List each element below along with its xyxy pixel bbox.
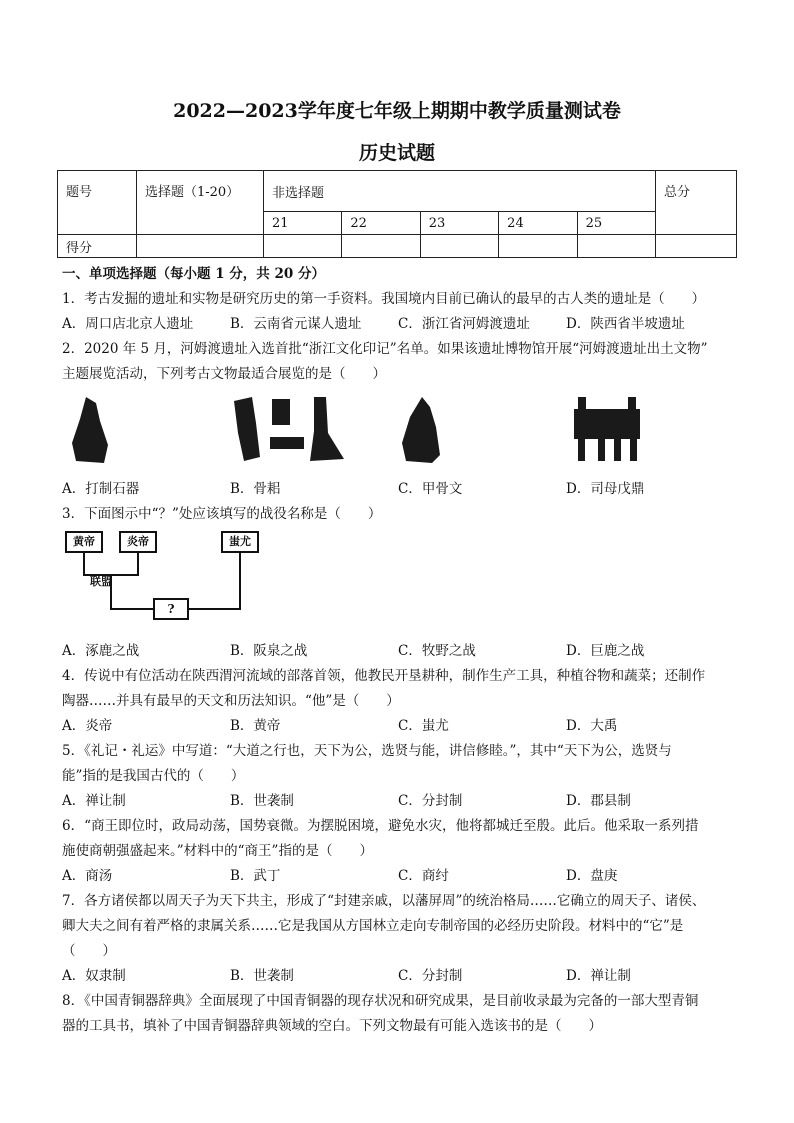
option-a[interactable]: A．禅让制 xyxy=(62,793,126,809)
question-6-options xyxy=(62,864,742,889)
question-5-options xyxy=(62,789,742,814)
score-table xyxy=(57,170,737,258)
score-23[interactable] xyxy=(420,235,498,258)
battle-diagram xyxy=(62,527,742,639)
cell-nonchoice: 非选择题 xyxy=(264,171,656,212)
question-2-images xyxy=(62,387,742,477)
option-b[interactable]: B．骨耜 xyxy=(230,481,281,497)
option-b[interactable]: B．黄帝 xyxy=(230,718,281,734)
question-3-text: 3．下面图示中“？”处应该填写的战役名称是（ ） xyxy=(62,506,382,522)
option-b[interactable]: B．阪泉之战 xyxy=(230,643,308,659)
diagram-lianmeng: 联盟 xyxy=(90,575,112,588)
bone-tool-image xyxy=(230,393,348,465)
option-c[interactable]: C．甲骨文 xyxy=(398,481,463,497)
option-d[interactable]: D．巨鹿之战 xyxy=(566,643,645,659)
question-7-line3: （ ） xyxy=(62,943,116,959)
question-7-options xyxy=(62,964,742,989)
questions xyxy=(62,262,742,1039)
option-c[interactable]: C．商纣 xyxy=(398,868,449,884)
question-4-options xyxy=(62,714,742,739)
question-7-line1: 7．各方诸侯都以周天子为天下共主，形成了“封建亲戚，以藩屏周”的统治格局……它确立的周天子、诸侯、 xyxy=(62,893,706,909)
question-5-line2: 能”指的是我国古代的（ ） xyxy=(62,768,245,784)
option-a[interactable]: A．炎帝 xyxy=(62,718,113,734)
option-b[interactable]: B．云南省元谋人遗址 xyxy=(230,316,362,332)
option-a[interactable]: A．奴隶制 xyxy=(62,968,126,984)
option-c[interactable]: C．牧野之战 xyxy=(398,643,476,659)
exam-title: 2022—2023学年度七年级上期期中教学质量测试卷 xyxy=(173,100,621,122)
cell-choice: 选择题（1-20） xyxy=(137,171,264,235)
question-2-line1: 2．2020 年 5 月，河姆渡遗址入选首批“浙江文化印记”名单。如果该遗址博物馆开展“河姆渡遗址出土文物” xyxy=(62,341,708,357)
score-25[interactable] xyxy=(577,235,655,258)
cell-num-22: 22 xyxy=(342,212,420,235)
option-a[interactable]: A．涿鹿之战 xyxy=(62,643,140,659)
section-heading: 一、单项选择题（每小题 1 分，共 20 分） xyxy=(62,266,325,282)
diagram-chiyou: 蚩尤 xyxy=(229,535,251,548)
question-2-line2: 主题展览活动，下列考古文物最适合展览的是（ ） xyxy=(62,366,386,382)
question-1-text: 1．考古发掘的遗址和实物是研究历史的第一手资料。我国境内目前已确认的最早的古人类的遗址是（ ） xyxy=(62,291,706,307)
option-d[interactable]: D．陕西省半坡遗址 xyxy=(566,316,685,332)
question-4-line1: 4．传说中有位活动在陕西渭河流域的部落首领，他教民开垦耕种，制作生产工具，种植谷物和蔬菜；还制作 xyxy=(62,668,706,684)
diagram-yandi: 炎帝 xyxy=(127,535,149,548)
cell-num-21: 21 xyxy=(264,212,342,235)
diagram-huangdi: 黄帝 xyxy=(73,535,95,548)
option-a[interactable]: A．商汤 xyxy=(62,868,113,884)
question-2-options xyxy=(62,477,742,502)
score-22[interactable] xyxy=(342,235,420,258)
option-b[interactable]: B．武丁 xyxy=(230,868,281,884)
question-8-line1: 8．《中国青铜器辞典》全面展现了中国青铜器的现存状况和研究成果，是目前收录最为完备的一部大型青铜 xyxy=(62,993,699,1009)
ding-vessel-image xyxy=(568,393,648,465)
option-b[interactable]: B．世袭制 xyxy=(230,968,294,984)
score-choice[interactable] xyxy=(137,235,264,258)
oracle-bone-image xyxy=(400,393,442,465)
exam-subtitle: 历史试题 xyxy=(358,142,435,164)
score-21[interactable] xyxy=(264,235,342,258)
option-c[interactable]: C．分封制 xyxy=(398,968,463,984)
option-c[interactable]: C．浙江省河姆渡遗址 xyxy=(398,316,530,332)
option-d[interactable]: D．禅让制 xyxy=(566,968,631,984)
question-6-line2: 施使商朝强盛起来。”材料中的“商王”指的是（ ） xyxy=(62,843,373,859)
score-total[interactable] xyxy=(656,235,737,258)
question-8-line2: 器的工具书，填补了中国青铜器辞典领域的空白。下列文物最有可能入选该书的是（ ） xyxy=(62,1018,602,1034)
option-d[interactable]: D．盘庚 xyxy=(566,868,618,884)
stone-tool-image xyxy=(70,393,110,465)
score-24[interactable] xyxy=(499,235,577,258)
cell-num-23: 23 xyxy=(420,212,498,235)
question-6-line1: 6．“商王即位时，政局动荡，国势衰微。为摆脱困境，避免水灾，他将都城迁至殷。此后。他采取一系列措 xyxy=(62,818,699,834)
cell-total: 总分 xyxy=(656,171,737,235)
cell-tihao: 题号 xyxy=(58,171,137,235)
option-c[interactable]: C．分封制 xyxy=(398,793,463,809)
option-a[interactable]: A．周口店北京人遗址 xyxy=(62,316,194,332)
option-c[interactable]: C．蚩尤 xyxy=(398,718,449,734)
question-1-options xyxy=(62,312,742,337)
question-5-line1: 5．《礼记・礼运》中写道：“大道之行也，天下为公，选贤与能，讲信修睦。”，其中“天下为公，选贤与 xyxy=(62,743,672,759)
cell-num-25: 25 xyxy=(577,212,655,235)
question-7-line2: 卿大夫之间有着严格的隶属关系……它是我国从方国林立走向专制帝国的必经历史阶段。材料中的“它”是 xyxy=(62,918,684,934)
cell-num-24: 24 xyxy=(499,212,577,235)
question-3-options xyxy=(62,639,742,664)
diagram-question-mark: ? xyxy=(167,602,175,616)
option-a[interactable]: A．打制石器 xyxy=(62,481,140,497)
option-b[interactable]: B．世袭制 xyxy=(230,793,294,809)
question-4-line2: 陶器……并具有最早的天文和历法知识。“他”是（ ） xyxy=(62,693,400,709)
option-d[interactable]: D．郡县制 xyxy=(566,793,631,809)
option-d[interactable]: D．大禹 xyxy=(566,718,618,734)
option-d[interactable]: D．司母戊鼎 xyxy=(566,481,645,497)
cell-defen: 得分 xyxy=(58,235,137,258)
